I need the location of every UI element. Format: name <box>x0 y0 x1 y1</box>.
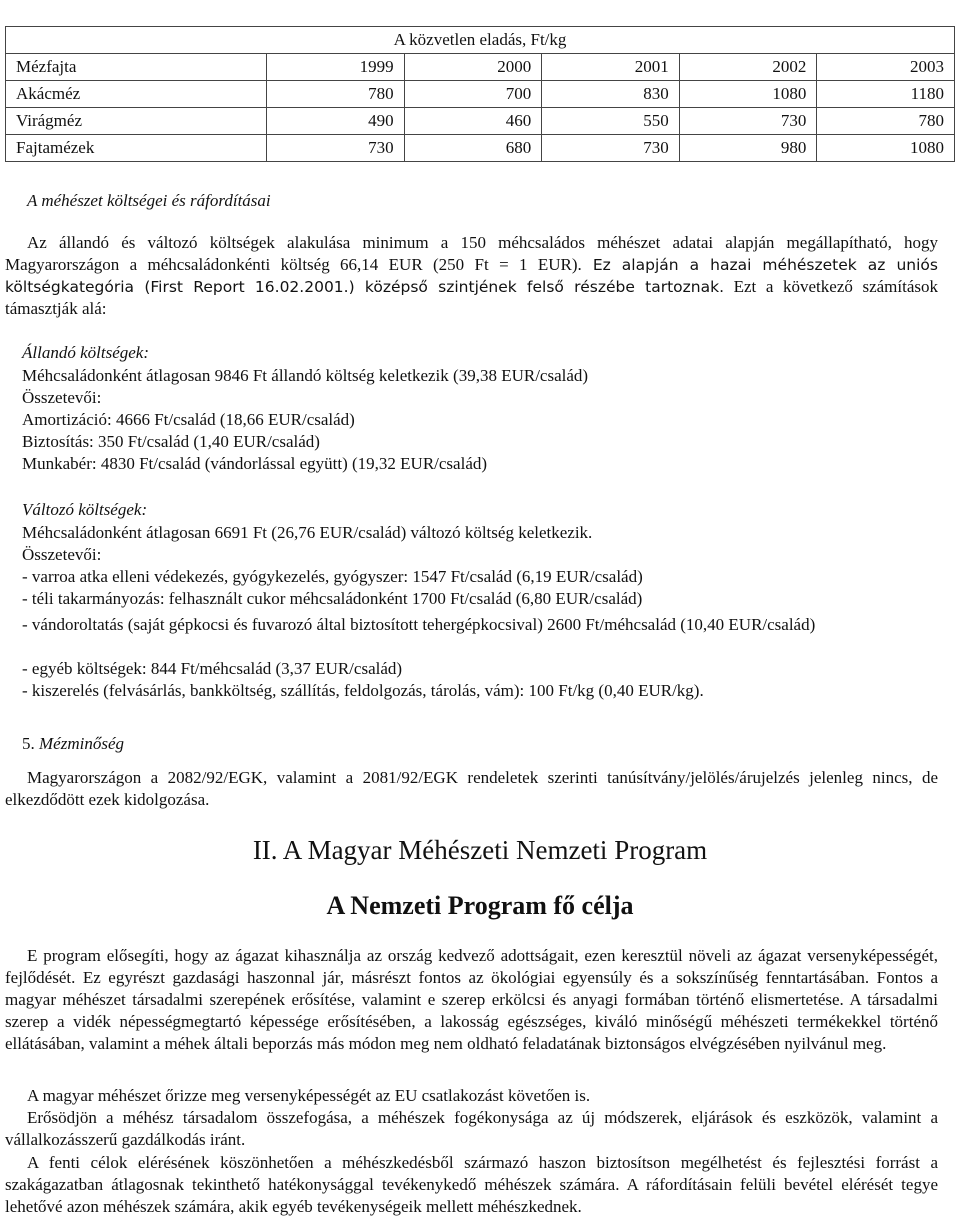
program-paragraph: Erősödjön a méhész társadalom összefogása, a méhészek fogékonysága az új módszerek, eljárások és eszközök, valamint a vállalkozásszerű gazdálkodás iránt. <box>5 1108 938 1149</box>
table-cell: 700 <box>404 81 542 108</box>
list-item: Biztosítás: 350 Ft/család (1,40 EUR/család) <box>22 432 320 451</box>
table-header-row <box>6 54 955 81</box>
list-item: - egyéb költségek: 844 Ft/méhcsalád (3,37 EUR/család) <box>22 659 403 678</box>
variable-costs-list-tail <box>22 658 938 702</box>
table-header-cell: Mézfajta <box>6 54 267 81</box>
table-cell: 490 <box>267 108 405 135</box>
table-cell: 550 <box>542 108 680 135</box>
quality-text: Magyarországon a 2082/92/EGK, valamint a 2081/92/EGK rendeletek szerinti tanúsítvány/jelölés/árujelzés jelenleg nincs, de elkezdődött ezek kidolgozása. <box>5 768 938 809</box>
program-paragraph: A magyar méhészet őrizze meg versenyképességét az EU csatlakozást követően is. <box>27 1086 591 1105</box>
list-item: Munkabér: 4830 Ft/család (vándorlással együtt) (19,32 EUR/család) <box>22 454 488 473</box>
section-title: Mézminőség <box>39 734 124 753</box>
table-cell: Virágméz <box>6 108 267 135</box>
table-cell: 1180 <box>817 81 955 108</box>
fixed-costs-heading: Állandó költségek: <box>22 343 149 362</box>
table-caption: A közvetlen eladás, Ft/kg <box>6 27 955 54</box>
table-caption-row <box>6 27 955 54</box>
costs-intro <box>5 232 938 320</box>
sales-table <box>5 26 955 162</box>
table-cell: 1080 <box>679 81 817 108</box>
costs-intro-c: Ezt a következő számítások támasztják alá: <box>5 277 938 318</box>
list-item: Összetevői: <box>22 388 102 407</box>
list-item: - varroa atka elleni védekezés, gyógykezelés, gyógyszer: 1547 Ft/család (6,19 EUR/család) <box>22 567 643 586</box>
table-cell: 680 <box>404 135 542 162</box>
program-title: II. A Magyar Méhészeti Nemzeti Program <box>252 835 708 865</box>
table-cell: 730 <box>542 135 680 162</box>
list-item: Összetevői: <box>22 545 102 564</box>
costs-intro-b: Ez alapján a hazai méhészetek az uniós költségkategória (First Report 16.02.2001.) középső szintjének felső részébe tartoznak. <box>5 256 938 296</box>
table-cell: 1080 <box>817 135 955 162</box>
table-header-cell: 1999 <box>267 54 405 81</box>
quality-heading <box>22 733 955 755</box>
table-row <box>6 81 955 108</box>
table-header-cell: 2000 <box>404 54 542 81</box>
list-item: - vándoroltatás (saját gépkocsi és fuvarozó által biztosított tehergépkocsival) 2600 Ft/méhcsalád (10,40 EUR/család) <box>22 615 816 634</box>
table-cell: 980 <box>679 135 817 162</box>
section-number: 5. <box>22 734 35 753</box>
variable-costs-list <box>22 522 938 610</box>
table-row <box>6 135 955 162</box>
costs-heading: A méhészet költségei és ráfordításai <box>27 191 271 210</box>
table-cell: 780 <box>267 81 405 108</box>
list-item: - téli takarmányozás: felhasznált cukor méhcsaládonként 1700 Ft/család (6,80 EUR/család) <box>22 589 643 608</box>
table-cell: 730 <box>267 135 405 162</box>
table-header-cell: 2003 <box>817 54 955 81</box>
program-paragraph: A fenti célok elérésének köszönhetően a méhészkedésből származó haszon biztosítson megélhetést és fejlesztési forrást a szakágazatban átlagosnak tekinthető hatékonysággal tevékenykedő méhészek számára. A ráfordításain felüli bevétel elérését tegye lehetővé azon méhészek számára, akik egyéb tevékenységeik mellett méhészkednek. <box>5 1153 938 1216</box>
variable-costs-list-wrap <box>5 614 938 636</box>
table-cell: 780 <box>817 108 955 135</box>
table-cell: Akácméz <box>6 81 267 108</box>
program-paragraph: E program elősegíti, hogy az ágazat kihasználja az ország kedvező adottságait, ezen keresztül növeli az ágazat versenyképességét, fejlődését. Ez egyrészt gazdasági haszonnal jár, másrészt fontos az ökológiai egyensúly és a sokszínűség fenntartásában. Fontos a magyar méhészet társadalmi szerepének erősítése, valamint e szerep erkölcsi és anyagi formában történő elismertetése. A társadalmi szerep a vidék népességmegtartó képessége erősítésében, a lakosság egészséges, kiváló minőségű méhészeti termékekkel történő ellátásában, valamint a méhek általi beporzás más módon meg nem oldható feladatának biztonságos elvégzésében nyilvánul meg. <box>5 946 938 1053</box>
table-cell: 730 <box>679 108 817 135</box>
program-subtitle: A Nemzeti Program fő célja <box>326 891 634 920</box>
list-item: - kiszerelés (felvásárlás, bankköltség, szállítás, feldolgozás, tárolás, vám): 100 Ft/kg (0,40 EUR/kg). <box>22 681 704 700</box>
table-header-cell: 2001 <box>542 54 680 81</box>
table-row <box>6 108 955 135</box>
table-cell: 830 <box>542 81 680 108</box>
table-header-cell: 2002 <box>679 54 817 81</box>
table-cell: Fajtamézek <box>6 135 267 162</box>
fixed-costs-list <box>22 365 955 475</box>
variable-costs-heading: Változó költségek: <box>22 500 148 519</box>
costs-intro-a: Az állandó és változó költségek alakulása minimum a 150 méhcsaládos méhészet adatai alapján megállapítható, hogy Magyarországon a méhcsaládonkénti költség 66,14 EUR (250 Ft = 1 EUR). <box>5 233 938 274</box>
list-item: Amortizáció: 4666 Ft/család (18,66 EUR/család) <box>22 410 355 429</box>
table-cell: 460 <box>404 108 542 135</box>
list-item: Méhcsaládonként átlagosan 6691 Ft (26,76 EUR/család) változó költség keletkezik. <box>22 523 593 542</box>
list-item: Méhcsaládonként átlagosan 9846 Ft állandó költség keletkezik (39,38 EUR/család) <box>22 366 589 385</box>
